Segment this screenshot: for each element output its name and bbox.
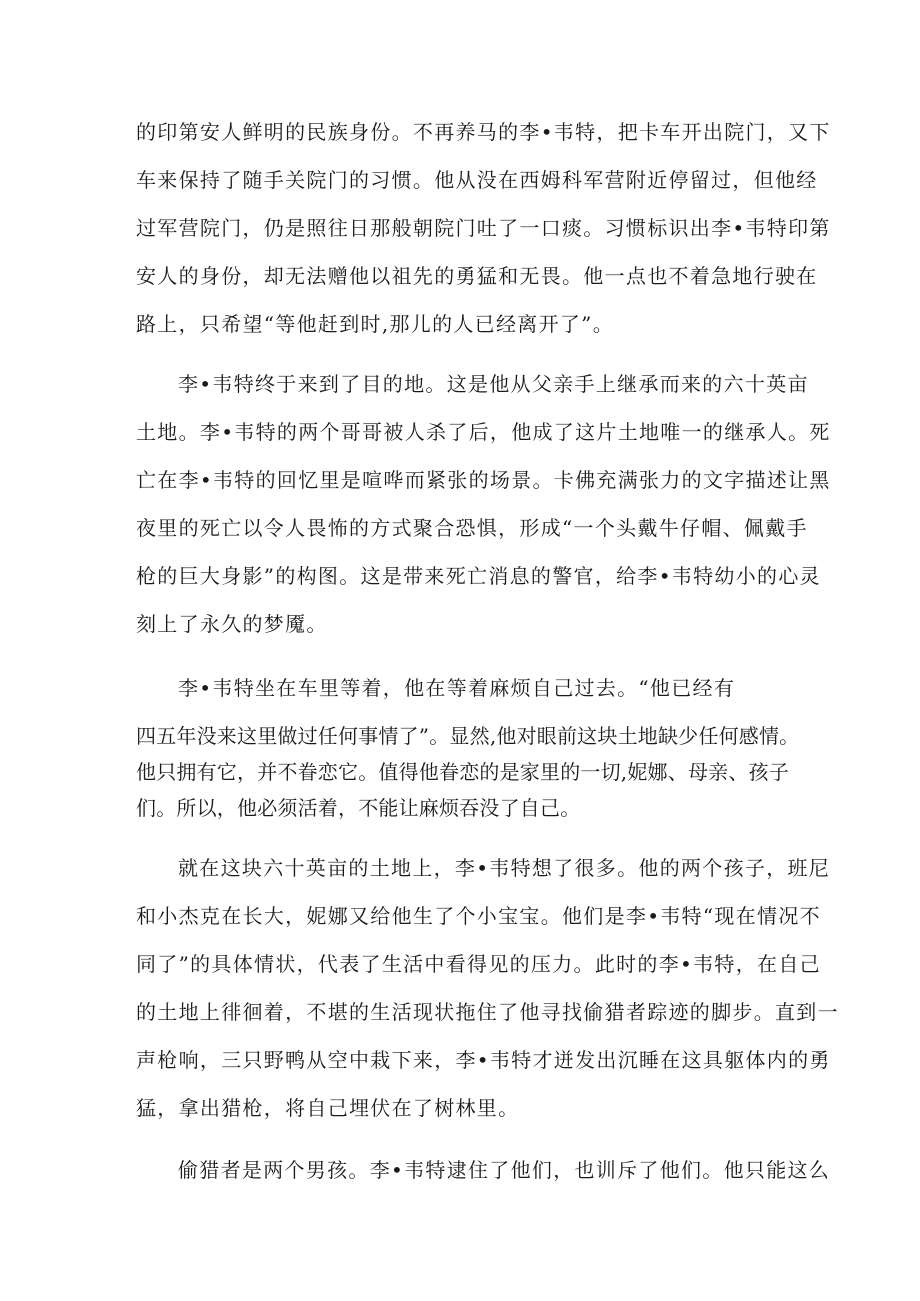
paragraph-2-line-3: 亡在李•韦特的回忆里是喧哗而紧张的场景。卡佛充满张力的文字描述让黑 — [136, 468, 831, 492]
paragraph-1-line-3: 过军营院门，仍是照往日那般朝院门吐了一口痰。习惯标识出李•韦特印第 — [136, 216, 831, 240]
paragraph-2-line-6: 刻上了永久的梦魇。 — [136, 612, 328, 636]
paragraph-4-line-5: 声枪响，三只野鸭从空中栽下来，李•韦特才迸发出沉睡在这具躯体内的勇 — [136, 1048, 831, 1072]
paragraph-4-line-1: 就在这块六十英亩的土地上，李•韦特想了很多。他的两个孩子，班尼 — [178, 856, 831, 880]
paragraph-1-line-4: 安人的身份，却无法赠他以祖先的勇猛和无畏。他一点也不着急地行驶在 — [136, 264, 818, 288]
paragraph-4-line-2: 和小杰克在长大，妮娜又给他生了个小宝宝。他们是李•韦特“现在情况不 — [136, 904, 821, 928]
paragraph-2-line-2: 土地。李•韦特的两个哥哥被人杀了后，他成了这片土地唯一的继承人。死 — [136, 420, 831, 444]
paragraph-2-line-4: 夜里的死亡以令人畏怖的方式聚合恐惧，形成“一个头戴牛仔帽、佩戴手 — [136, 516, 808, 540]
paragraph-3-line-1: 李•韦特坐在车里等着，他在等着麻烦自己过去。“他已经有 — [178, 676, 736, 700]
paragraph-4-line-4: 的土地上徘徊着，不堪的生活现状拖住了他寻找偷猎者踪迹的脚步。直到一 — [136, 1000, 839, 1024]
paragraph-2-line-1: 李•韦特终于来到了目的地。这是他从父亲手上继承而来的六十英亩 — [178, 372, 809, 396]
paragraph-1-line-2: 车来保持了随手关院门的习惯。他从没在西姆科军营附近停留过，但他经 — [136, 168, 818, 192]
paragraph-4-line-6: 猛，拿出猎枪，将自己埋伏在了树林里。 — [136, 1096, 520, 1120]
paragraph-1-line-5: 路上，只希望“等他赶到时,那儿的人已经离开了”。 — [136, 312, 615, 336]
paragraph-5-line-1: 偷猎者是两个男孩。李•韦特逮住了他们，也训斥了他们。他只能这么 — [178, 1158, 831, 1182]
paragraph-2-line-5: 枪的巨大身影”的构图。这是带来死亡消息的警官，给李•韦特幼小的心灵 — [136, 564, 821, 588]
paragraph-4-line-3: 同了”的具体情状，代表了生活中看得见的压力。此时的李•韦特，在自己 — [136, 952, 821, 976]
paragraph-3-line-4: 们。所以，他必须活着，不能让麻烦吞没了自己。 — [136, 796, 581, 820]
paragraph-3-line-2: 四五年没来这里做过任何事情了”。显然,他对眼前这块土地缺少任何感情。 — [136, 724, 800, 748]
paragraph-1-line-1: 的印第安人鲜明的民族身份。不再养马的李•韦特，把卡车开出院门，又下 — [136, 120, 831, 144]
paragraph-3-line-3: 他只拥有它，并不眷恋它。值得他眷恋的是家里的一切,妮娜、母亲、孩子 — [136, 760, 789, 784]
